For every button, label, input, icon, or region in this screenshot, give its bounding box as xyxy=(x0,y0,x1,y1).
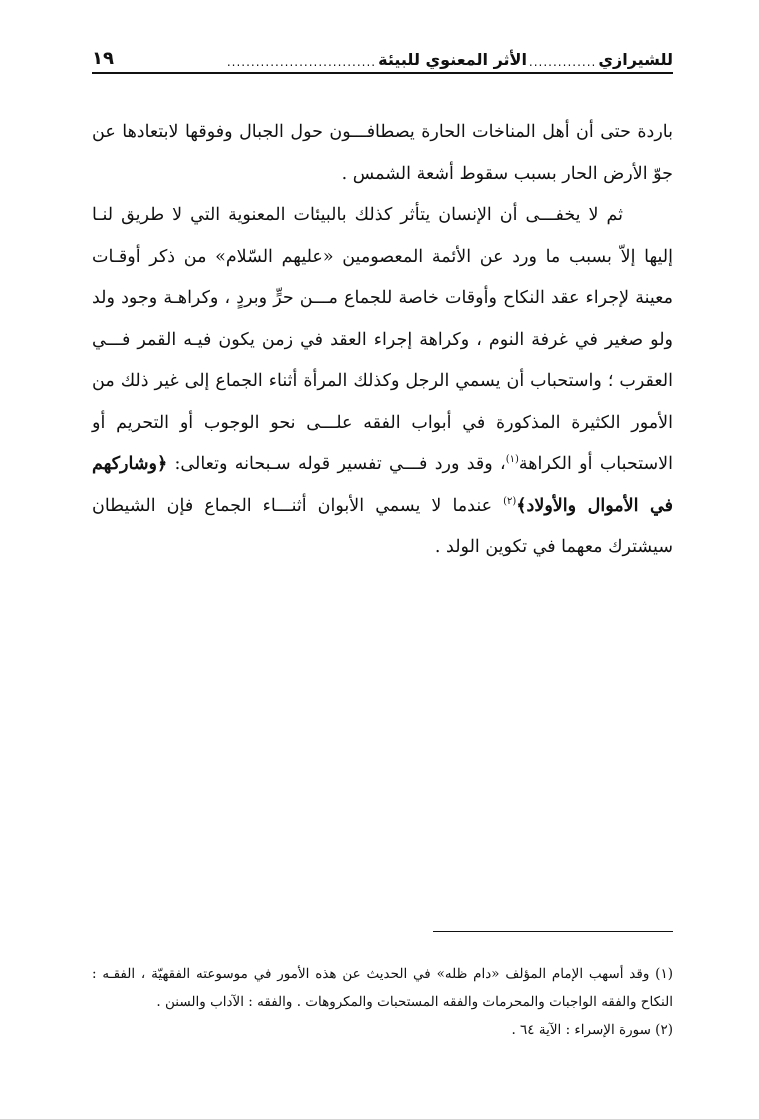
body-text xyxy=(92,112,673,569)
page-number: ١٩ xyxy=(92,48,114,69)
footnote-ref[interactable]: (٢) xyxy=(503,495,517,507)
paragraph-text: ثم لا يخفـــى أن الإنسان يتأثر كذلك بالبيئات المعنوية التي لا طريق لنـا إليها إلاّ بسبب ما ورد عن الأئمة المعصومين «عليهم السّلام» من ذكر أوقـات معينة لإجراء عقد النكاح وأوقات خاصة للجماع مـــن حرٍّ وبردٍ ، وكراهـة وجود ولد ولو صغير في غرفة النوم ، وكراهة إجراء العقد في زمن يكون فيـه القمر فـــي العقرب ؛ واستحباب أن يسمي الرجل وكذلك المرأة أثناء الجماع إلى غير ذلك من الأمور الكثيرة المذكورة في أبواب الفقه علـــى نحو الوجوب أو التحريم أو الاستحباب أو الكراهة xyxy=(92,205,673,474)
header-author: للشيرازي xyxy=(598,50,673,69)
paragraph-text: ، وقد ورد فـــي تفسير قوله سـبحانه وتعالى: xyxy=(167,454,506,474)
running-header xyxy=(92,40,673,74)
header-leader-dots: .............. xyxy=(528,55,597,69)
footnote-divider xyxy=(433,931,673,932)
footnote-ref[interactable]: (١) xyxy=(505,454,519,466)
header-title: الأثر المعنوي للبيئة xyxy=(378,50,527,69)
header-leader-dots: ............................... xyxy=(226,55,377,69)
header-text xyxy=(225,50,673,69)
footnote: (٢) سورة الإسراء : الآية ٦٤ . xyxy=(511,1022,673,1038)
footnote: (١) وقد أسهب الإمام المؤلف «دام ظله» في الحديث عن هذه الأمور في موسوعته الفقهيّة ، الفقـه : النكاح والفقه الواجبات والمحرمات والفقه المستحبات والمكروهات . والفقه : الآداب والسنن . xyxy=(92,966,673,1010)
paragraph: باردة حتى أن أهل المناخات الحارة يصطافـــون حول الجبال وفوقها لابتعادها عن جوّ الأرض الحار بسبب سقوط أشعة الشمس . xyxy=(92,122,673,184)
quran-quote: ﴿وشاركهم في الأموال والأولاد﴾ xyxy=(92,454,673,516)
paragraph xyxy=(92,195,673,569)
paragraph-text: عندما لا يسمي الأبوان أثنـــاء الجماع فإن الشيطان سيشترك معهما في تكوين الولد . xyxy=(92,495,673,557)
footnotes xyxy=(92,960,673,1044)
